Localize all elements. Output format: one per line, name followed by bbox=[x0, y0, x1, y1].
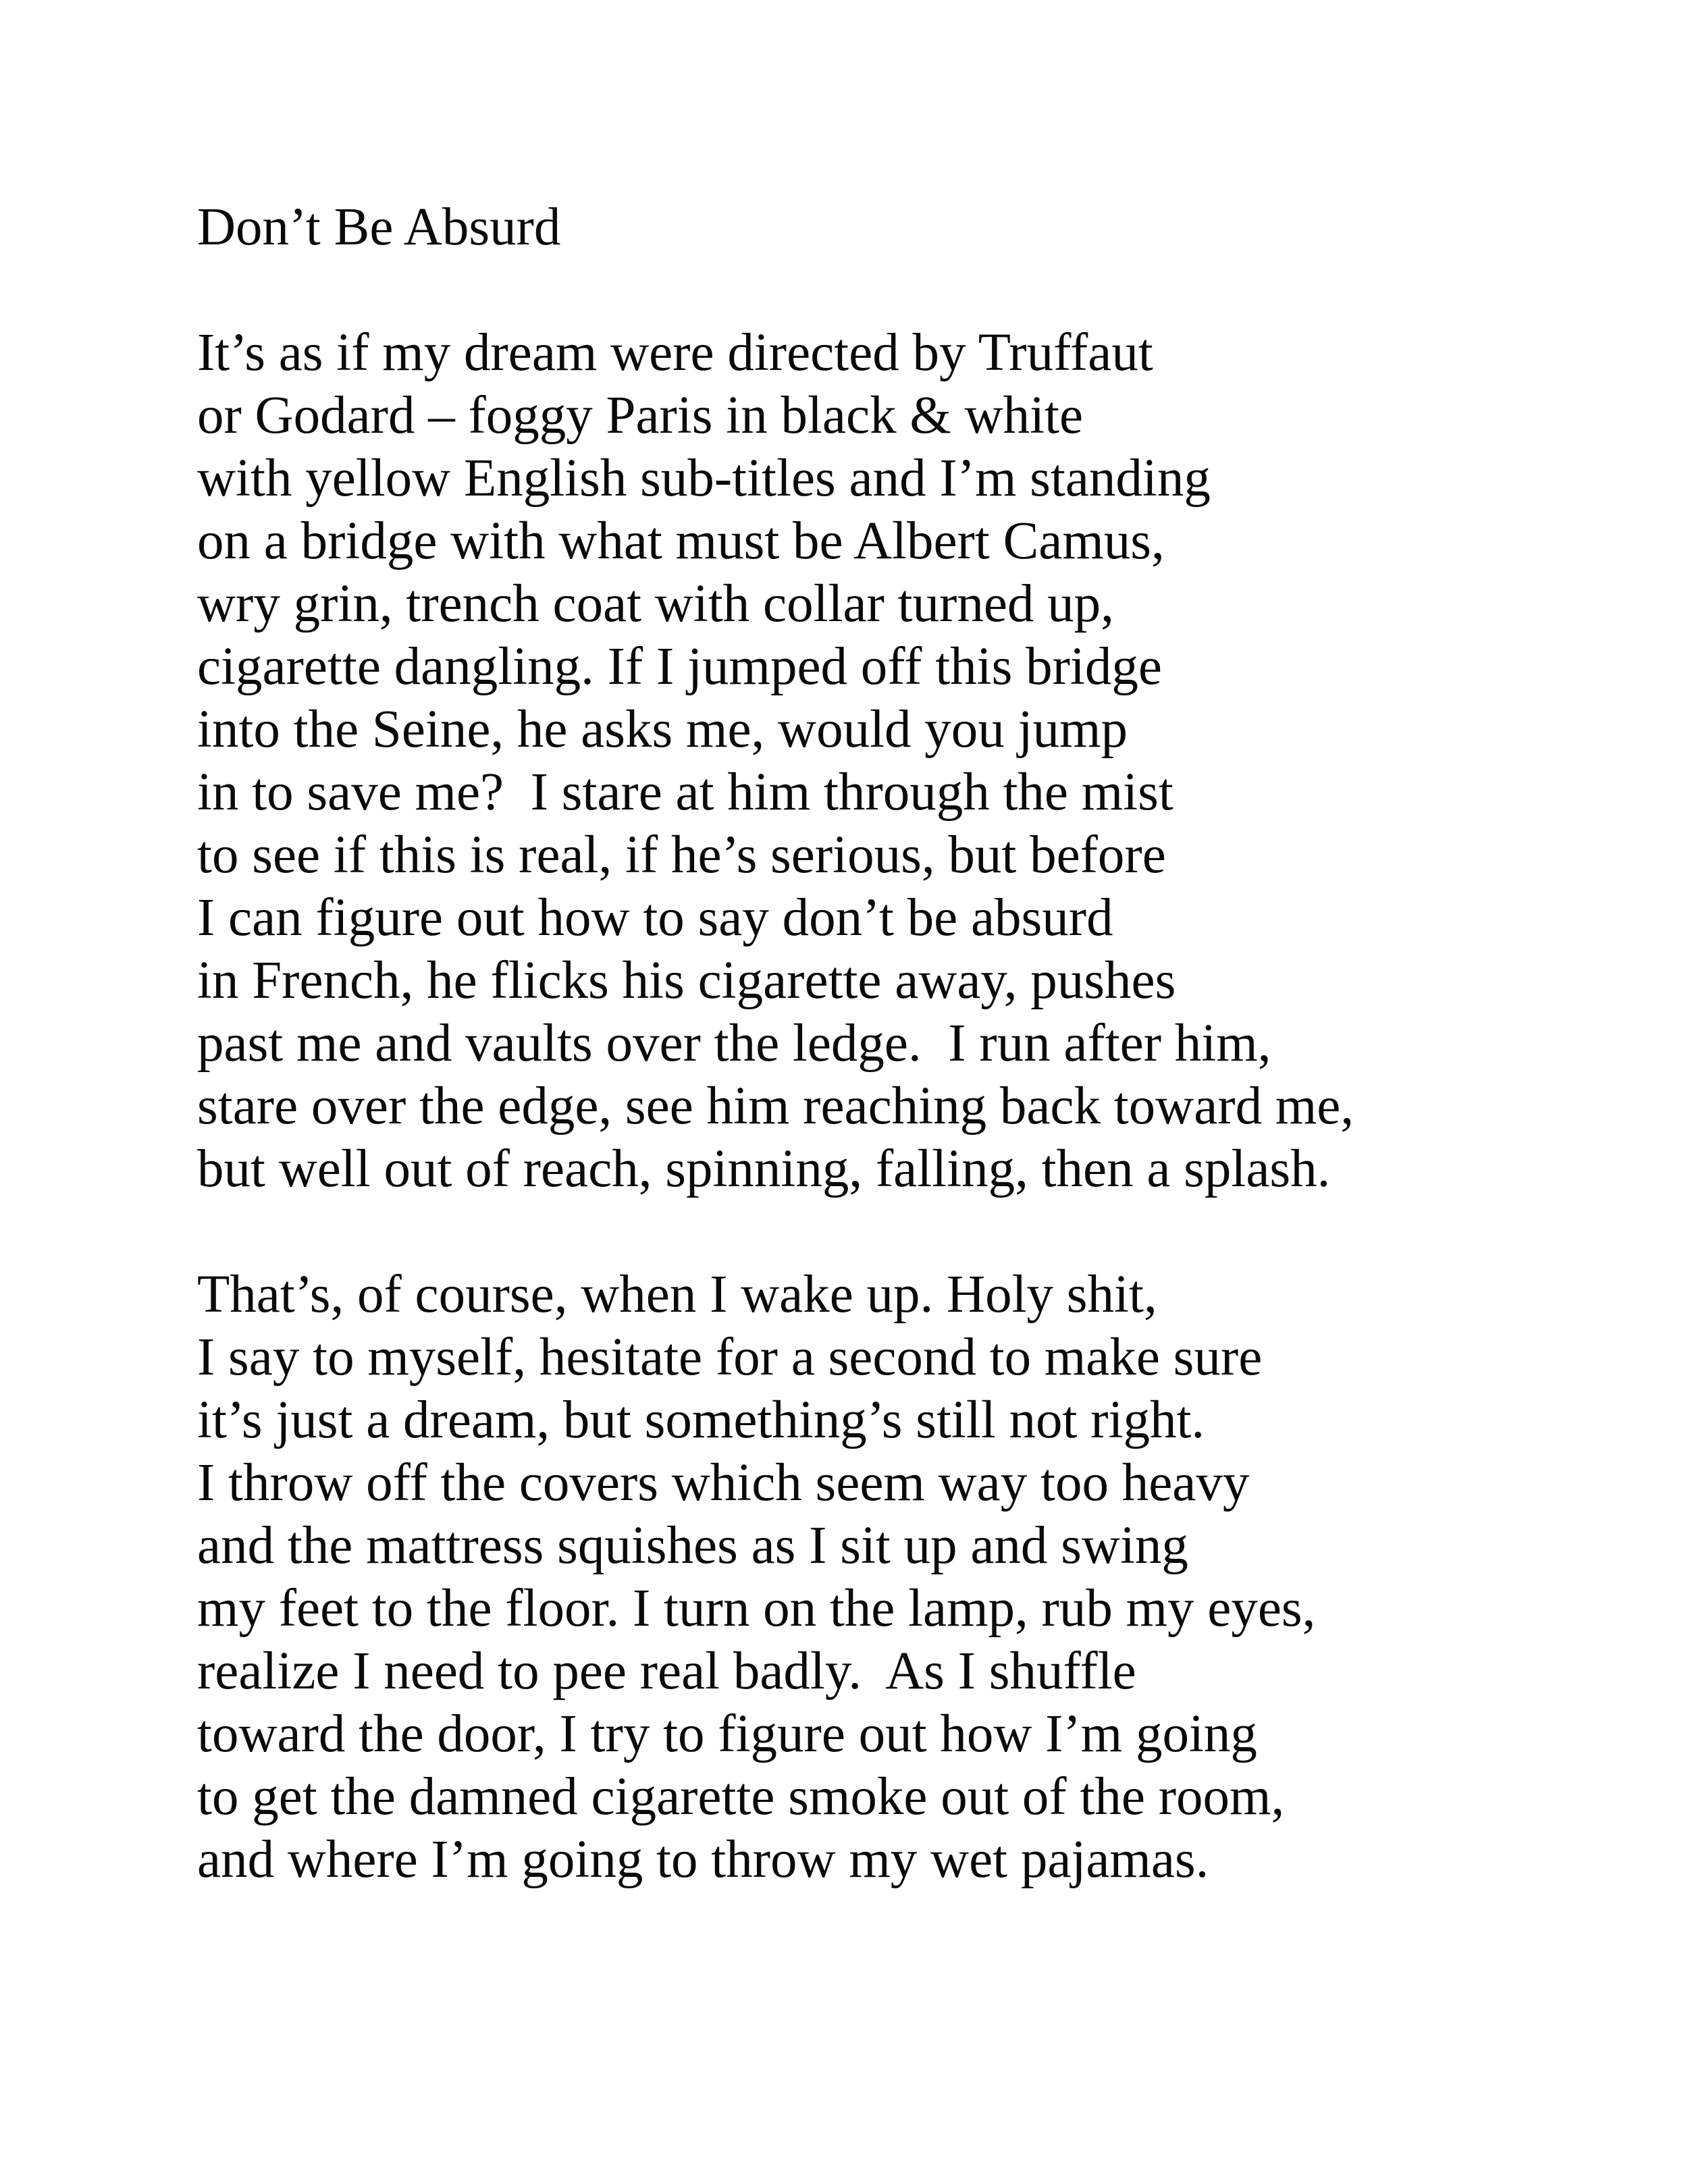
poem-line: on a bridge with what must be Albert Camus, bbox=[197, 512, 1165, 570]
poem-line: with yellow English sub-titles and I’m standing bbox=[197, 449, 1211, 508]
poem-line: past me and vaults over the ledge. I run after him, bbox=[197, 1014, 1271, 1073]
poem-line: cigarette dangling. If I jumped off this bridge bbox=[197, 637, 1162, 696]
poem-line: stare over the edge, see him reaching back toward me, bbox=[197, 1077, 1354, 1136]
poem-line: my feet to the floor. I turn on the lamp, rub my eyes, bbox=[197, 1579, 1316, 1638]
poem-line: I say to myself, hesitate for a second to make sure bbox=[197, 1328, 1263, 1387]
poem-line: wry grin, trench coat with collar turned up, bbox=[197, 575, 1114, 633]
poem-line: It’s as if my dream were directed by Truffaut bbox=[197, 323, 1153, 382]
poem-title: Don’t Be Absurd bbox=[197, 198, 561, 257]
poem-line: and where I’m going to throw my wet pajamas. bbox=[197, 1830, 1209, 1889]
poem bbox=[197, 196, 1548, 1891]
poem-line: but well out of reach, spinning, falling, then a splash. bbox=[197, 1140, 1331, 1198]
poem-line: in French, he flicks his cigarette away, pushes bbox=[197, 951, 1176, 1010]
poem-line: it’s just a dream, but something’s still not right. bbox=[197, 1391, 1205, 1449]
stanza bbox=[197, 321, 1548, 1200]
poem-line: into the Seine, he asks me, would you jump bbox=[197, 700, 1128, 759]
poem-line: That’s, of course, when I wake up. Holy shit, bbox=[197, 1265, 1157, 1324]
stanza bbox=[197, 1263, 1548, 1891]
poem-line: I can figure out how to say don’t be absurd bbox=[197, 888, 1113, 947]
poem-line: in to save me? I stare at him through the mist bbox=[197, 763, 1173, 822]
poem-line: toward the door, I try to figure out how I’m going bbox=[197, 1705, 1257, 1763]
poem-line: and the mattress squishes as I sit up and swing bbox=[197, 1516, 1188, 1575]
poem-line: to get the damned cigarette smoke out of the room, bbox=[197, 1767, 1285, 1826]
poem-line: to see if this is real, if he’s serious, but before bbox=[197, 826, 1166, 884]
poem-line: I throw off the covers which seem way too heavy bbox=[197, 1454, 1250, 1512]
poem-line: or Godard – foggy Paris in black & white bbox=[197, 386, 1084, 445]
poem-line: realize I need to pee real badly. As I shuffle bbox=[197, 1642, 1136, 1701]
